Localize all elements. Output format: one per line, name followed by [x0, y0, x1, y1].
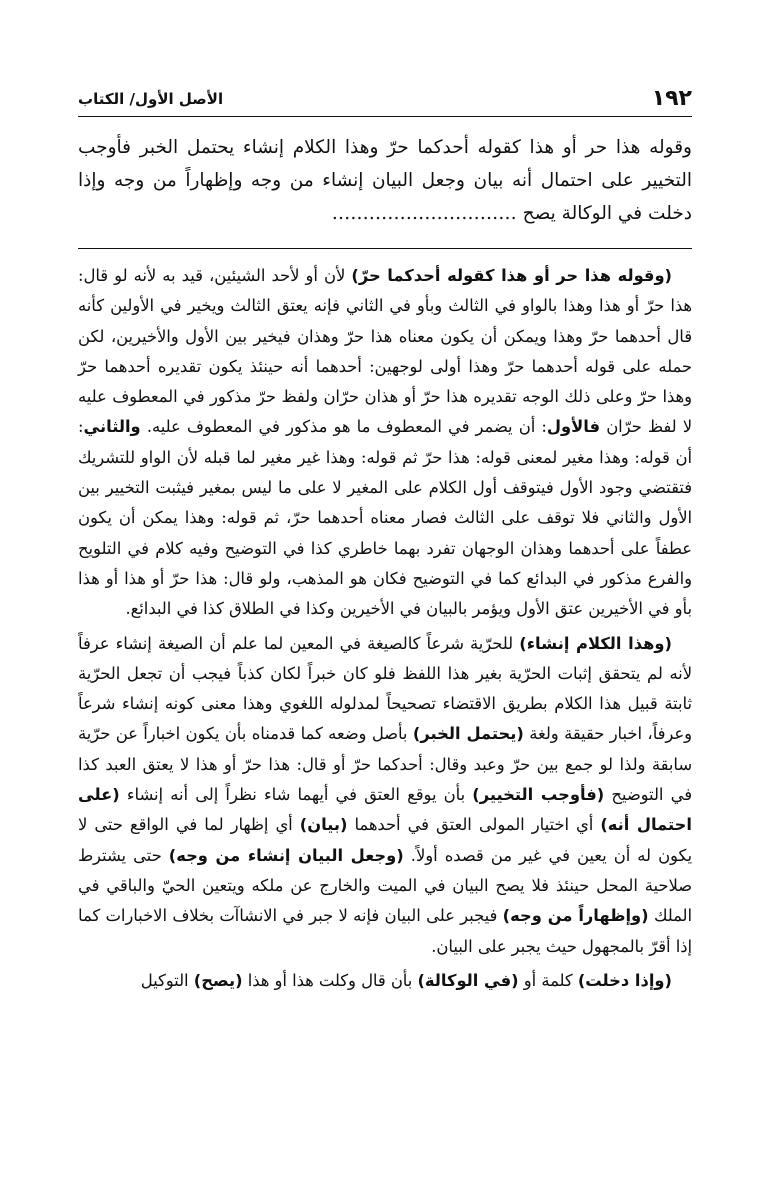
- quoted-matn-phrase: (وإظهاراً من وجه): [502, 906, 649, 926]
- commentary-text: بأصل وضعه كما قدمناه بأن يكون اخباراً عن حرّية سابقة ولذا لو جمع بين حرّ وعبد وقال: أحدكما حرّ أو قال: هذا حرّ أو هذا لا يعتق العبد كذا في التوضيح: [78, 724, 692, 805]
- quoted-matn-phrase: (وهذا الكلام إنشاء): [519, 633, 672, 653]
- running-title: الأصل الأول/ الكتاب: [78, 90, 231, 108]
- commentary-text: أي إظهار لما في الواقع حتى لا يكون له أن يعين في غير من قصده أولاً.: [78, 815, 692, 865]
- quoted-matn-phrase: فالأول: [546, 417, 601, 437]
- quoted-matn-phrase: (في الوكالة): [417, 970, 519, 990]
- quoted-matn-phrase: (بيان): [299, 815, 348, 835]
- book-page: [78, 88, 692, 996]
- commentary-text: بأن يوقع العتق في أيهما شاء نظراً إلى أنه إنشاء: [119, 785, 473, 805]
- commentary-text: حتى يشترط صلاحية المحل حينئذ فلا يصح البيان في الميت والخارج عن ملكه ويتعين الحيّ والباقي في الملك: [78, 845, 692, 926]
- commentary-text: للحرّية شرعاً كالصيغة في المعين لما علم أن الصيغة إنشاء عرفاً لأنه لم يتحقق إثبات الحرّية بغير هذا اللفظ فلو كان خبراً لكان كذباً فيجب أن تجعل الحرّية ثابتة قبيل هذا الكلام بطريق الاقتضاء تصحيحاً لمدلوله اللغوي وهذا معنى كونه إنشاء شرعاً وعرفاً، اخبار حقيقة ولغة: [78, 633, 692, 744]
- commentary-text: : أن قوله: وهذا مغير لمعنى قوله: هذا حرّ ثم قوله: وهذا غير مغير لما قبله لأن الواو للتشريك فتقتضي وجود الأول فيتوقف أول الكلام على المغير لا على ما ليس بمغير فيثبت التخيير بين الأول والثاني فلا توقف على الثالث فصار معناه أحدهما حرّ، ثم قوله: وهذا يمكن أن يكون عطفاً على أحدهما وهذان الوجهان تفرد بهما خاطري كذا في التوضيح وفيه كلام في التلويح والفرع مذكور في البدائع كما في التوضيح فكان هو المذهب، ولو قال: هذا حرّ أو هذا أو هذا بأو في الأخيرين عتق الأول ويؤمر بالبيان في الأخيرين وكذا في الطلاق كذا في البدائع.: [78, 417, 692, 619]
- page-header: [78, 88, 692, 117]
- quoted-matn-phrase: (فأوجب التخيير): [472, 785, 605, 805]
- page-number: ١٩٢: [644, 86, 692, 111]
- quoted-matn-phrase: (يصح): [193, 970, 243, 990]
- commentary-text: لأن أو لأحد الشيئين، قيد به لأنه لو قال: هذا حرّ أو هذا وهذا بالواو في الثالث وبأو في الثاني فإنه يعتق الثالث ويخير في الأولين كأنه قال أحدهما حرّ وهذا ويمكن أن يكون معناه هذا حرّ وهذان فيخير بين الأول والأخيرين، لكن حمله على قوله أحدهما حرّ وهذا أولى لوجهين: أحدهما أنه حينئذ يكون تقديره أحدهما حرّ وهذا حرّ وعلى ذلك الوجه تقديره هذا حرّ أو هذان حرّان ولفظ حرّ مذكور في المعطوف عليه لا لفظ حرّان: [78, 266, 692, 437]
- quoted-matn-phrase: (وإذا دخلت): [577, 970, 672, 990]
- quoted-matn-phrase: (وجعل البيان إنشاء من وجه): [168, 845, 404, 865]
- commentary-text: التوكيل: [140, 970, 194, 990]
- commentary-text: فيجبر على البيان فإنه لا جبر في الانشاآت بخلاف الاخبارات كما إذا أقرّ بالمجهول حيث يجبر على البيان.: [78, 906, 692, 956]
- quoted-matn-phrase: والثاني: [83, 417, 141, 437]
- commentary-text: كلمة أو: [518, 970, 578, 990]
- commentary-paragraph: [78, 966, 692, 996]
- commentary-text: أي اختيار المولى العتق في أحدهما: [347, 815, 601, 835]
- commentary-text: بأن قال وكلت هذا أو هذا: [242, 970, 418, 990]
- commentary-paragraph: [78, 629, 692, 962]
- quoted-matn-phrase: (وقوله هذا حر أو هذا كقوله أحدكما حرّ): [351, 266, 673, 285]
- quoted-matn-phrase: (على احتمال أنه): [78, 785, 692, 835]
- main-text: [78, 131, 692, 230]
- main-text-body: وقوله هذا حر أو هذا كقوله أحدكما حرّ وهذا الكلام إنشاء يحتمل الخبر فأوجب التخيير على احتمال أنه بيان وجعل البيان إنشاء من وجه وإظهاراً من وجه وإذا دخلت في الوكالة يصح: [78, 137, 692, 224]
- commentary-paragraph: [78, 261, 692, 625]
- quoted-matn-phrase: (يحتمل الخبر): [412, 724, 524, 744]
- main-text-dots: …………………………: [331, 203, 517, 224]
- commentary-divider: [78, 248, 692, 249]
- commentary: [78, 261, 692, 996]
- commentary-text: : أن يضمر في المعطوف ما هو مذكور في المعطوف عليه.: [140, 417, 547, 437]
